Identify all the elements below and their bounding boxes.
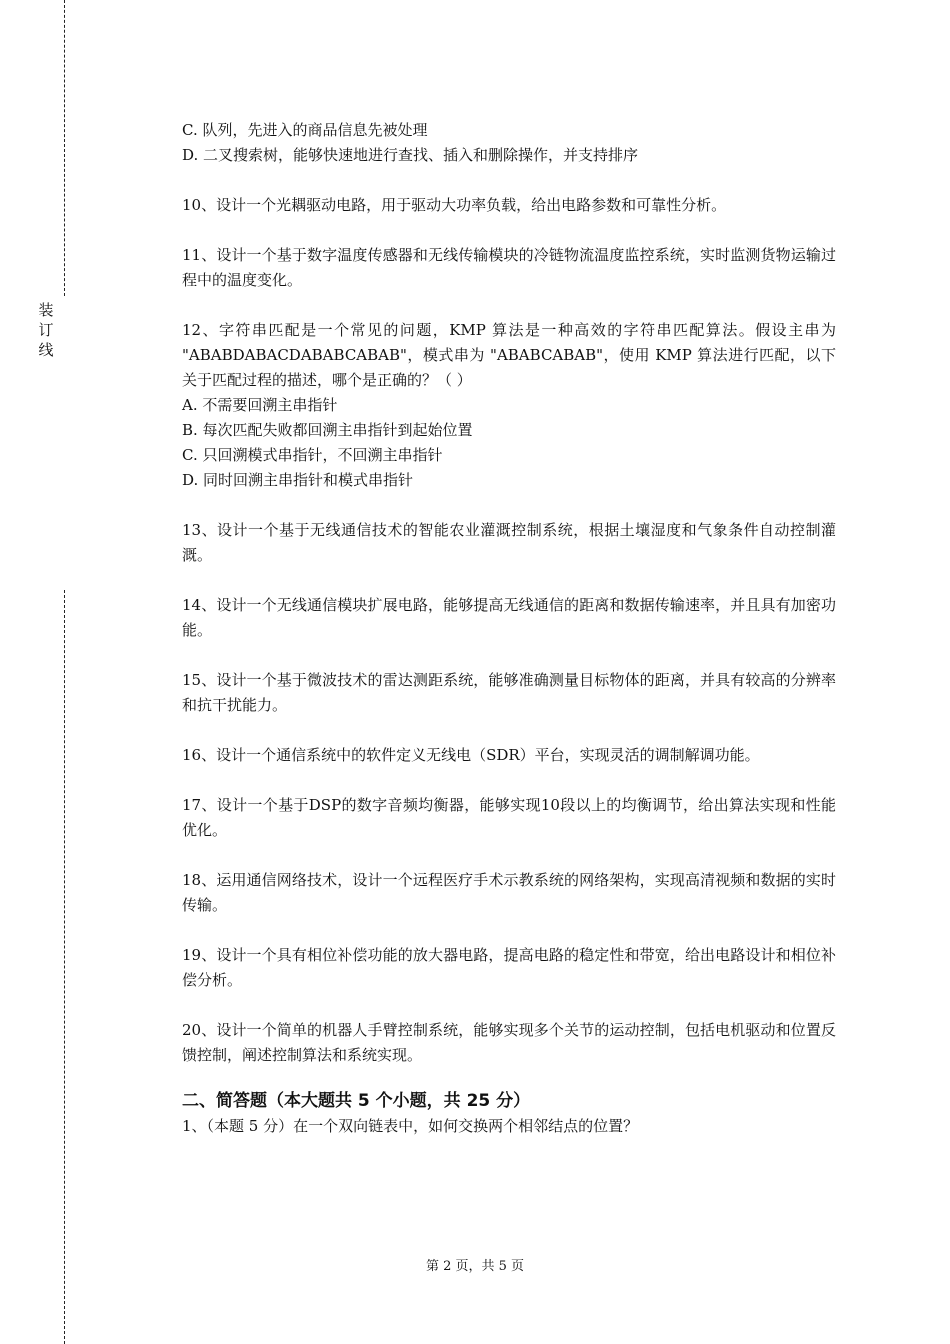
question-19: 19、设计一个具有相位补偿功能的放大器电路，提高电路的稳定性和带宽，给出电路设计和相位补偿分析。: [182, 946, 836, 989]
page-footer: 第 2 页，共 5 页: [425, 1259, 525, 1274]
question-13: 13、设计一个基于无线通信技术的智能农业灌溉控制系统，根据土壤湿度和气象条件自动控制灌溉。: [182, 521, 836, 564]
option-d: D. 二叉搜索树，能够快速地进行查找、插入和删除操作，并支持排序: [182, 146, 639, 164]
question-10: 10、设计一个光耦驱动电路，用于驱动大功率负载，给出电路参数和可靠性分析。: [182, 196, 727, 214]
question-18: 18、运用通信网络技术，设计一个远程医疗手术示教系统的网络架构，实现高清视频和数据的实时传输。: [182, 871, 836, 914]
question-12-stem: 12、字符串匹配是一个常见的问题，KMP 算法是一种高效的字符串匹配算法。假设主串为 "ABABDABACDABABCABAB"，模式串为 "ABABCABAB"，使用 KMP 算法进行匹配，以下关于匹配过程的描述，哪个是正确的？（ ）: [182, 321, 836, 389]
binding-label: [36, 300, 56, 360]
section-title: 二、简答题（本大题共 5 个小题，共 25 分）: [182, 1091, 531, 1111]
option-d: D. 同时回溯主串指针和模式串指针: [182, 471, 414, 489]
binding-char: 订: [38, 321, 54, 339]
short-answer-question-1: 1、（本题 5 分）在一个双向链表中，如何交换两个相邻结点的位置？: [182, 1117, 639, 1135]
question-20: 20、设计一个简单的机器人手臂控制系统，能够实现多个关节的运动控制，包括电机驱动和位置反馈控制，阐述控制算法和系统实现。: [182, 1021, 836, 1064]
binding-char: 装: [38, 301, 54, 319]
question-16: 16、设计一个通信系统中的软件定义无线电（SDR）平台，实现灵活的调制解调功能。: [182, 746, 760, 764]
option-b: B. 每次匹配失败都回溯主串指针到起始位置: [182, 421, 473, 439]
option-a: A. 不需要回溯主串指针: [182, 396, 338, 414]
binding-line-top: [64, 0, 65, 296]
option-c: C. 只回溯模式串指针，不回溯主串指针: [182, 446, 443, 464]
question-14: 14、设计一个无线通信模块扩展电路，能够提高无线通信的距离和数据传输速率，并且具有加密功能。: [182, 596, 836, 639]
binding-char: 线: [38, 341, 54, 359]
page-content: [182, 118, 836, 1139]
option-c: C. 队列，先进入的商品信息先被处理: [182, 121, 428, 139]
question-17: 17、设计一个基于DSP的数字音频均衡器，能够实现10段以上的均衡调节，给出算法实现和性能优化。: [182, 796, 836, 839]
binding-line-bottom: [64, 590, 65, 1344]
question-11: 11、设计一个基于数字温度传感器和无线传输模块的冷链物流温度监控系统，实时监测货物运输过程中的温度变化。: [182, 246, 836, 289]
question-15: 15、设计一个基于微波技术的雷达测距系统，能够准确测量目标物体的距离，并具有较高的分辨率和抗干扰能力。: [182, 671, 836, 714]
